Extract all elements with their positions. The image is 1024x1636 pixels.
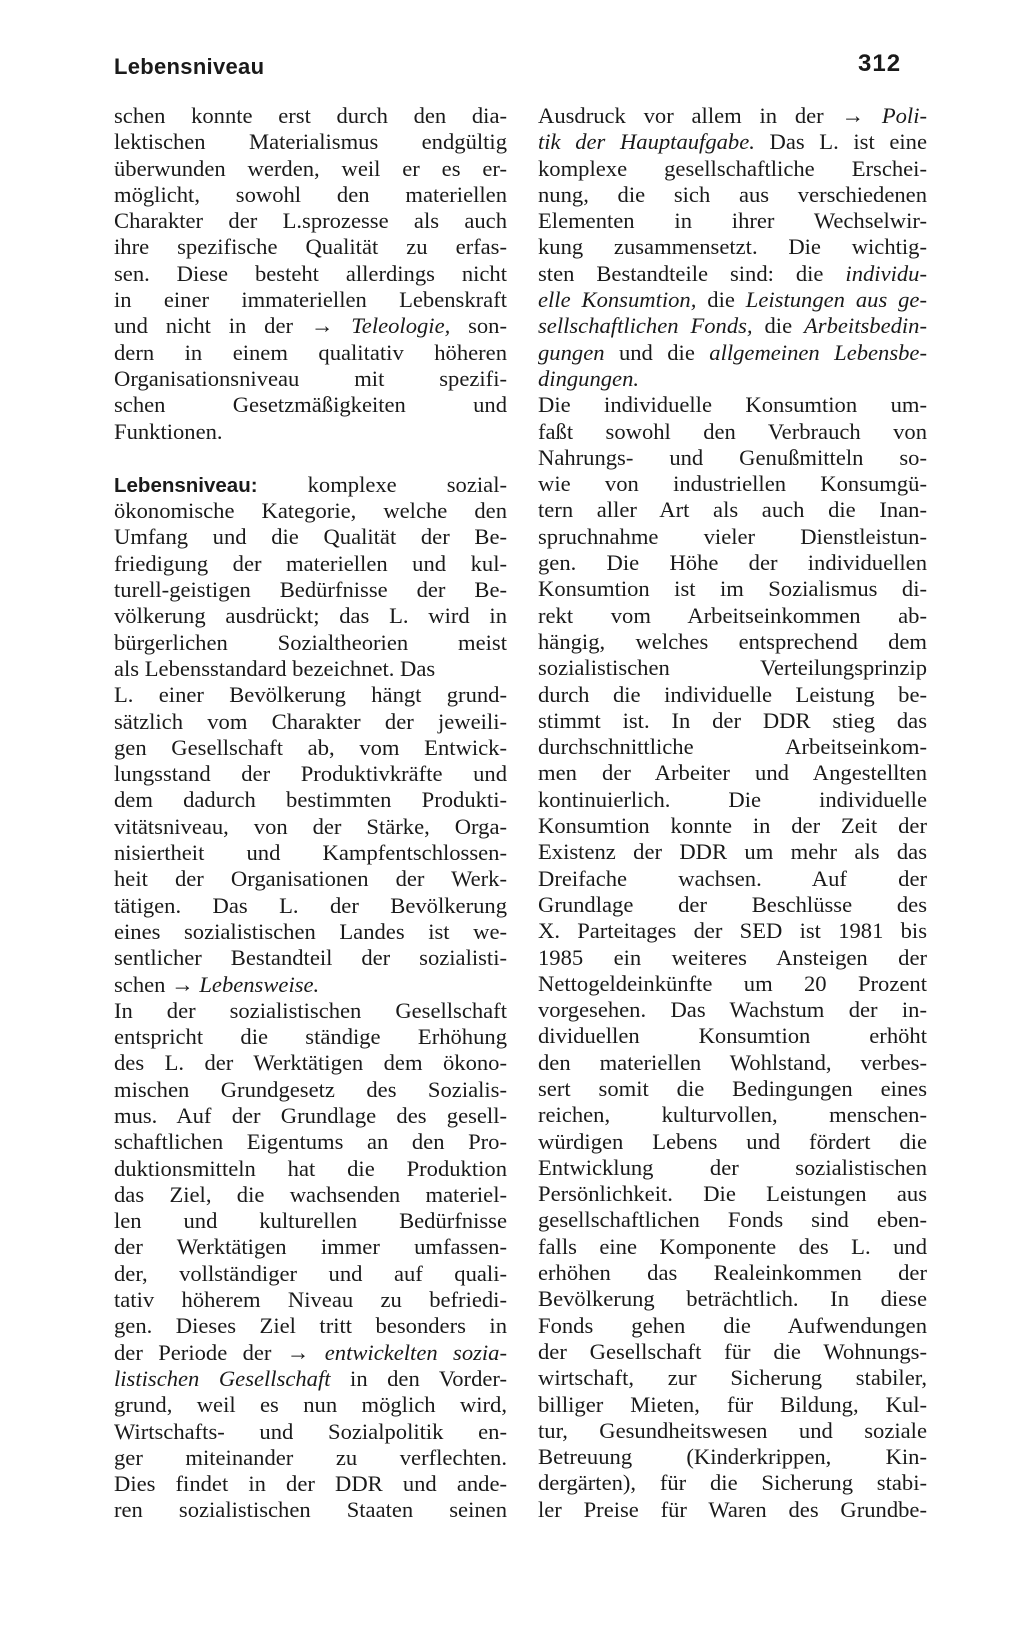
paragraph-gap bbox=[114, 445, 507, 472]
text-line: tativ höherem Niveau zu befriedi- bbox=[114, 1287, 507, 1313]
text-line: sen. Diese besteht allerdings nicht bbox=[114, 260, 507, 286]
text-line: durch die individuelle Leistung be- bbox=[538, 681, 927, 707]
text-line: den materiellen Wohlstand, verbes- bbox=[538, 1049, 927, 1075]
text-line: turell-geistigen Bedürfnisse der Be- bbox=[114, 577, 507, 603]
text-line: Nahrungs- und Genußmitteln so- bbox=[538, 444, 927, 470]
text-line: Wirtschafts- und Sozialpolitik en- bbox=[114, 1418, 507, 1444]
text-line: Entwicklung der sozialistischen bbox=[538, 1154, 927, 1180]
text-line: dergärten), für die Sicherung stabi- bbox=[538, 1470, 927, 1496]
text-line: Die individuelle Konsumtion um- bbox=[538, 392, 927, 418]
text-line: elle Konsumtion, die Leistungen aus ge- bbox=[538, 287, 927, 313]
text-line: Konsumtion ist im Sozialismus di- bbox=[538, 576, 927, 602]
text-line: X. Parteitages der SED ist 1981 bis bbox=[538, 918, 927, 944]
cross-reference: Lebensweise. bbox=[199, 971, 320, 997]
text-line: kung zusammensetzt. Die wichtig- bbox=[538, 234, 927, 260]
cross-reference: tik der Hauptaufgabe. bbox=[538, 129, 755, 155]
text-line: Organisationsniveau mit spezifi- bbox=[114, 365, 507, 391]
text-line: falls eine Komponente des L. und bbox=[538, 1233, 927, 1259]
text-line: schen Gesetzmäßigkeiten und bbox=[114, 392, 507, 418]
text-line: schen → Lebensweise. bbox=[114, 971, 320, 997]
text-line: mischen Grundgesetz des Sozialis- bbox=[114, 1076, 507, 1102]
text-line: als Lebensstandard bezeichnet. Das bbox=[114, 655, 436, 681]
cross-reference: Leistungen aus ge- bbox=[745, 287, 927, 313]
text-line: tur, Gesundheitswesen und soziale bbox=[538, 1417, 927, 1443]
text-line: schen konnte erst durch den dia- bbox=[114, 103, 507, 128]
cross-reference: Poli- bbox=[881, 103, 927, 128]
text-line: vitätsniveau, von der Stärke, Orga- bbox=[114, 813, 507, 839]
text-line: Existenz der DDR um mehr als das bbox=[538, 839, 927, 865]
cross-reference: gungen bbox=[538, 339, 605, 365]
text-line: entspricht die ständige Erhöhung bbox=[114, 1024, 507, 1050]
cross-reference: individu- bbox=[845, 260, 927, 286]
text-line: erhöhen das Realeinkommen der bbox=[538, 1260, 927, 1286]
text-line: sozialistischen Verteilungsprinzip bbox=[538, 655, 927, 681]
text-column-left bbox=[114, 103, 507, 1524]
text-line: Konsumtion konnte in der Zeit der bbox=[538, 813, 927, 839]
text-line: Dies findet in der DDR und ande- bbox=[114, 1471, 507, 1497]
text-line: und nicht in der → Teleologie, son- bbox=[114, 313, 508, 339]
cross-reference: sellschaftlichen Fonds, bbox=[538, 313, 753, 339]
text-line: der Periode der → entwickelten soziа- bbox=[114, 1339, 508, 1365]
text-line: Betreuung (Kinderkrippen, Kin- bbox=[538, 1444, 927, 1470]
text-line: lungsstand der Produktivkräfte und bbox=[114, 761, 507, 787]
text-line: nung, die sich aus verschiedenen bbox=[538, 181, 927, 207]
cross-reference: entwickelten soziа- bbox=[324, 1339, 508, 1365]
text-line: tätigen. Das L. der Bevölkerung bbox=[114, 892, 507, 918]
text-line: nisiertheit und Kampfentschlossen- bbox=[114, 840, 507, 866]
text-line: Lebensniveau: komplexe sozial- bbox=[114, 471, 507, 497]
text-line: komplexe gesellschaftliche Erschei- bbox=[538, 155, 927, 181]
text-line: gesellschaftlichen Fonds sind eben- bbox=[538, 1207, 927, 1233]
text-line: Bevölkerung beträchtlich. In diese bbox=[538, 1286, 927, 1312]
text-line: Funktionen. bbox=[114, 418, 223, 444]
text-line: in einer immateriellen Lebenskraft bbox=[114, 287, 507, 313]
text-line: ihre spezifische Qualität zu erfas- bbox=[114, 234, 507, 260]
text-line: Dreifache wachsen. Auf der bbox=[538, 865, 927, 891]
text-line: wirtschaft, zur Sicherung stabiler, bbox=[538, 1365, 927, 1391]
text-line: friedigung der materiellen und kul- bbox=[114, 550, 507, 576]
text-line: eines sozialistischen Landes ist we- bbox=[114, 918, 507, 944]
text-line: mus. Auf der Grundlage des gesell- bbox=[114, 1102, 507, 1128]
text-line: wie von industriellen Konsumgü- bbox=[538, 471, 927, 497]
text-line: heit der Organisationen der Werk- bbox=[114, 866, 507, 892]
text-line: sten Bestandteile sind: die individu- bbox=[538, 260, 927, 286]
text-line: durchschnittliche Arbeitseinkom- bbox=[538, 734, 927, 760]
text-line: lektischen Materialismus endgültig bbox=[114, 129, 507, 155]
text-line: dem dadurch bestimmten Produkti- bbox=[114, 787, 507, 813]
text-line: vorgesehen. Das Wachstum der in- bbox=[538, 997, 927, 1023]
text-line: gungen und die allgemeinen Lebensbe- bbox=[538, 339, 927, 365]
text-line: ren sozialistischen Staaten seinen bbox=[114, 1497, 507, 1523]
text-line: Grundlage der Beschlüsse des bbox=[538, 891, 927, 917]
text-line: 1985 ein weiteres Ansteigen der bbox=[538, 944, 927, 970]
text-line: stimmt ist. In der DDR stieg das bbox=[538, 707, 927, 733]
text-line: möglicht, sowohl den materiellen bbox=[114, 181, 507, 207]
text-line: tik der Hauptaufgabe. Das L. ist eine bbox=[538, 129, 927, 155]
text-line: grund, weil es nun möglich wird, bbox=[114, 1392, 507, 1418]
text-line: der, vollständiger und auf quali- bbox=[114, 1260, 507, 1286]
text-line: Nettogeldeinkünfte um 20 Prozent bbox=[538, 970, 927, 996]
cross-reference: elle Konsumtion, bbox=[538, 287, 697, 313]
text-line: sert somit die Bedingungen eines bbox=[538, 1075, 927, 1101]
text-line: ökonomische Kategorie, welche den bbox=[114, 498, 507, 524]
entry-keyword: Lebensniveau: bbox=[114, 473, 258, 497]
text-line: würdigen Lebens und fördert die bbox=[538, 1128, 927, 1154]
page-number: 312 bbox=[858, 50, 902, 77]
cross-reference: allgemeinen Lebensbe- bbox=[709, 339, 927, 365]
text-line: Persönlichkeit. Die Leistungen aus bbox=[538, 1181, 927, 1207]
text-line: sentlicher Bestandteil der sozialisti- bbox=[114, 945, 507, 971]
text-line: bürgerlichen Sozialtheorien meist bbox=[114, 629, 507, 655]
text-line: überwunden werden, weil er es er- bbox=[114, 155, 507, 181]
cross-reference: listischen Gesellschaft bbox=[114, 1365, 331, 1391]
text-line: gen. Dieses Ziel tritt besonders in bbox=[114, 1313, 507, 1339]
text-line: Fonds gehen die Aufwendungen bbox=[538, 1312, 927, 1338]
text-line: schaftlichen Eigentums an den Pro- bbox=[114, 1129, 507, 1155]
text-line: In der sozialistischen Gesellschaft bbox=[114, 997, 507, 1023]
cross-reference: Teleologie, bbox=[351, 313, 451, 339]
text-line: hängig, welches entsprechend dem bbox=[538, 628, 927, 654]
text-line bbox=[538, 366, 927, 392]
text-line: ler Preise für Waren des Grundbe- bbox=[538, 1496, 927, 1522]
text-line: Umfang und die Qualität der Be- bbox=[114, 524, 507, 550]
text-line: faßt sowohl den Verbrauch von bbox=[538, 418, 927, 444]
cross-reference: Arbeitsbedin- bbox=[804, 313, 927, 339]
text-line: gen. Die Höhe der individuellen bbox=[538, 550, 927, 576]
text-line: Ausdruck vor allem in der → Poli- bbox=[538, 103, 927, 128]
text-line: duktionsmitteln hat die Produktion bbox=[114, 1155, 507, 1181]
text-line: reichen, kulturvollen, menschen- bbox=[538, 1102, 927, 1128]
text-column-right bbox=[538, 103, 927, 1523]
text-line: sätzlich vom Charakter der jeweili- bbox=[114, 708, 507, 734]
text-line: sellschaftlichen Fonds, die Arbeitsbedin- bbox=[538, 313, 927, 339]
running-head-title: Lebensniveau bbox=[114, 54, 265, 79]
text-line: Elementen in ihrer Wechselwir- bbox=[538, 208, 927, 234]
text-line: das Ziel, die wachsenden materiel- bbox=[114, 1181, 507, 1207]
text-line: ger miteinander zu verflechten. bbox=[114, 1444, 507, 1470]
text-line: tern aller Art als auch die Inan- bbox=[538, 497, 927, 523]
text-line: billiger Mieten, für Bildung, Kul- bbox=[538, 1391, 927, 1417]
text-line: spruchnahme vieler Dienstleistun- bbox=[538, 523, 927, 549]
text-line: der Gesellschaft für die Wohnungs- bbox=[538, 1338, 927, 1364]
text-line: kontinuierlich. Die individuelle bbox=[538, 786, 927, 812]
text-line: L. einer Bevölkerung hängt grund- bbox=[114, 682, 507, 708]
text-line: gen Gesellschaft ab, vom Entwick- bbox=[114, 734, 507, 760]
text-line: dividuellen Konsumtion erhöht bbox=[538, 1023, 927, 1049]
text-line: der Werktätigen immer umfassen- bbox=[114, 1234, 507, 1260]
text-line: len und kulturellen Bedürfnisse bbox=[114, 1208, 507, 1234]
text-line: völkerung ausdrückt; das L. wird in bbox=[114, 603, 507, 629]
text-line: listischen Gesellschaft in den Vorder- bbox=[114, 1365, 507, 1391]
text-line: rekt vom Arbeitseinkommen ab- bbox=[538, 602, 927, 628]
text-line: men der Arbeiter und Angestellten bbox=[538, 760, 927, 786]
cross-reference: dingungen. bbox=[538, 365, 640, 391]
text-line: dern in einem qualitativ höheren bbox=[114, 339, 507, 365]
text-line: Charakter der L.sprozesse als auch bbox=[114, 208, 507, 234]
text-line: des L. der Werktätigen dem ökono- bbox=[114, 1050, 507, 1076]
